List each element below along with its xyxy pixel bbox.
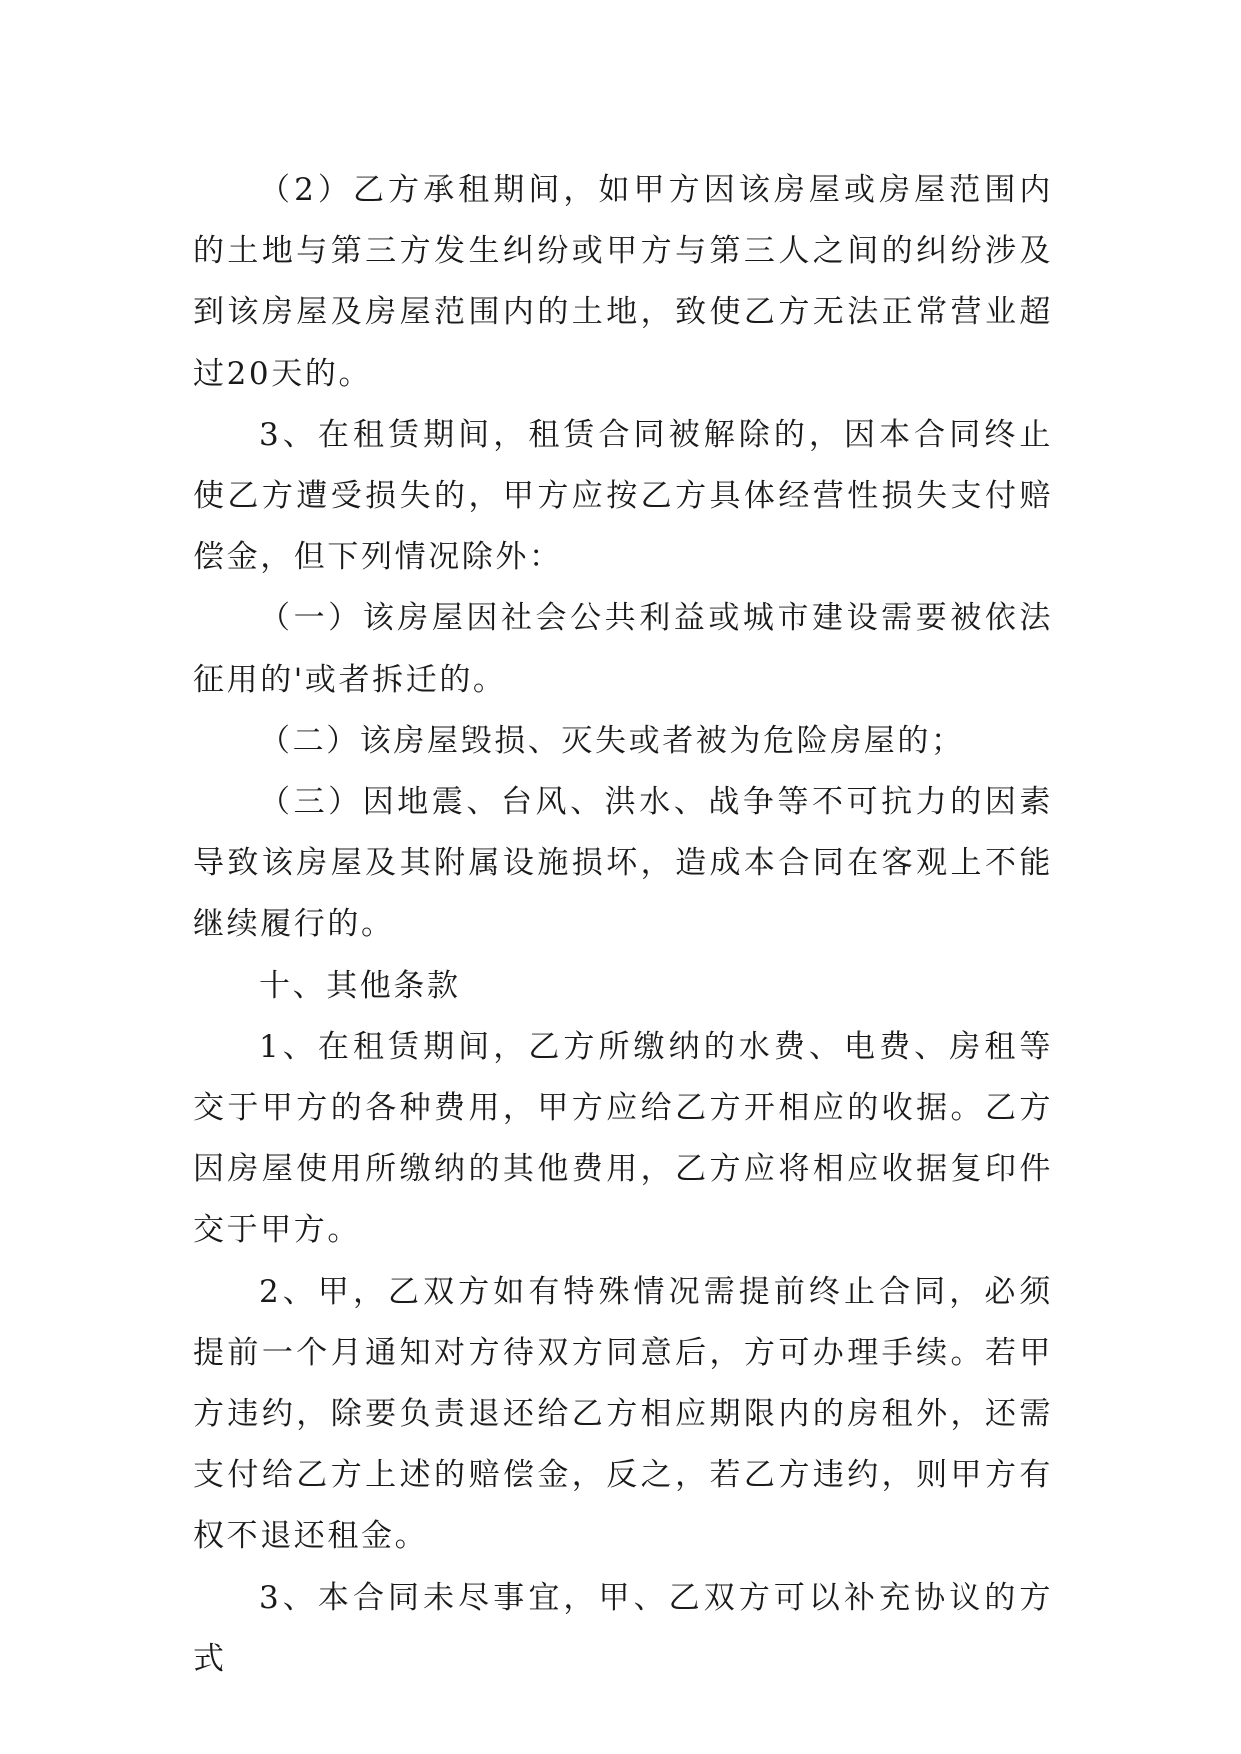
paragraph-dispute-clause: （2）乙方承租期间，如甲方因该房屋或房屋范围内的土地与第三方发生纠纷或甲方与第三人之间的纠纷涉及到该房屋及房屋范围内的土地，致使乙方无法正常营业超过20天的。 [193, 172, 1053, 392]
paragraph-supplementary-agreement: 3、本合同未尽事宜，甲、乙双方可以补充协议的方式 [193, 1579, 1053, 1677]
paragraph-exception-2: （二）该房屋毁损、灭失或者被为危险房屋的； [259, 722, 965, 759]
contract-body [193, 160, 1053, 1690]
paragraph-termination-compensation: 3、在租赁期间，租赁合同被解除的，因本合同终止使乙方遭受损失的，甲方应按乙方具体经营性损失支付赔偿金，但下列情况除外： [193, 416, 1053, 576]
paragraph-exception-3: （三）因地震、台风、洪水、战争等不可抗力的因素导致该房屋及其附属设施损坏，造成本合同在客观上不能继续履行的。 [193, 784, 1053, 943]
paragraph-fees-receipts: 1、在租赁期间，乙方所缴纳的水费、电费、房租等交于甲方的各种费用，甲方应给乙方开相应的收据。乙方因房屋使用所缴纳的其他费用，乙方应将相应收据复印件交于甲方。 [193, 1028, 1053, 1249]
section-heading-other-terms: 十、其他条款 [259, 967, 461, 1004]
paragraph-early-termination: 2、甲，乙双方如有特殊情况需提前终止合同，必须提前一个月通知对方待双方同意后，方可办理手续。若甲方违约，除要负责退还给乙方相应期限内的房租外，还需支付给乙方上述的赔偿金，反之，若乙方违约，则甲方有权不退还租金。 [193, 1273, 1053, 1555]
paragraph-exception-1: （一）该房屋因社会公共利益或城市建设需要被依法征用的'或者拆迁的。 [193, 600, 1053, 698]
